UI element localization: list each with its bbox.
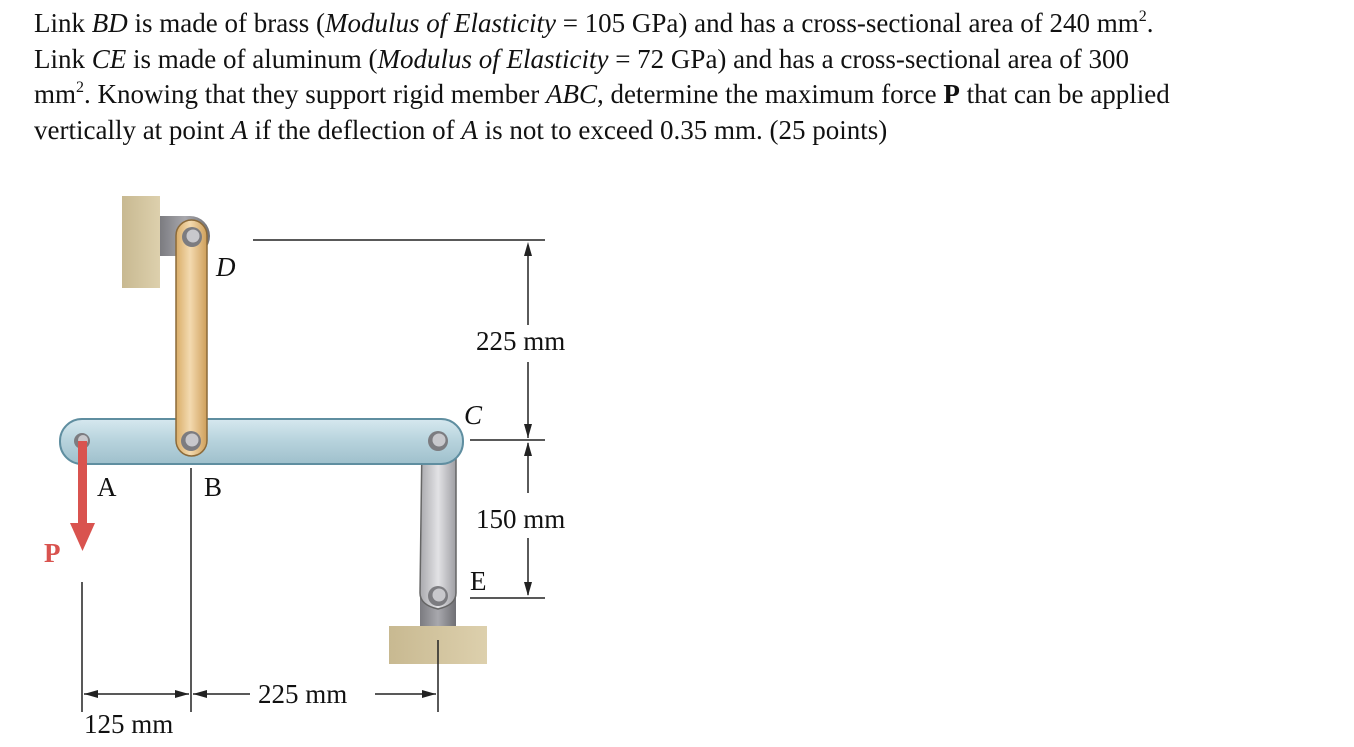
dim-DC-label: 225 mm [476, 326, 566, 356]
dim-AB-label: 125 mm [84, 709, 174, 739]
pin-B [181, 431, 201, 451]
pin-D [182, 227, 202, 247]
dim-BC-label: 225 mm [258, 679, 348, 709]
rigid-member-ABC [60, 419, 463, 464]
label-E: E [470, 566, 487, 596]
pin-C [428, 431, 448, 451]
dimension-bottom [82, 468, 438, 712]
problem-statement: Link BD is made of brass (Modulus of Elasticity = 105 GPa) and has a cross-sectional area of 240 $mm^2$. Link CE is made of aluminum (Modulus of Elasticity = 72 GPa) and has a cross-sectional area of 300 $mm^2$. Knowing that they support rigid member ABC, determine the maximum force P that can be applied vertically at point A if the deflection of A is not to exceed 0.35 mm. (25 points) [34, 8, 1170, 145]
pin-E [428, 586, 448, 606]
label-P: P [44, 538, 61, 568]
label-A: A [97, 472, 117, 502]
label-C: C [464, 400, 483, 430]
dim-CE-label: 150 mm [476, 504, 566, 534]
label-B: B [204, 472, 223, 502]
label-D: D [216, 252, 236, 282]
link-BD [176, 220, 207, 456]
wall-support-top [122, 196, 160, 288]
